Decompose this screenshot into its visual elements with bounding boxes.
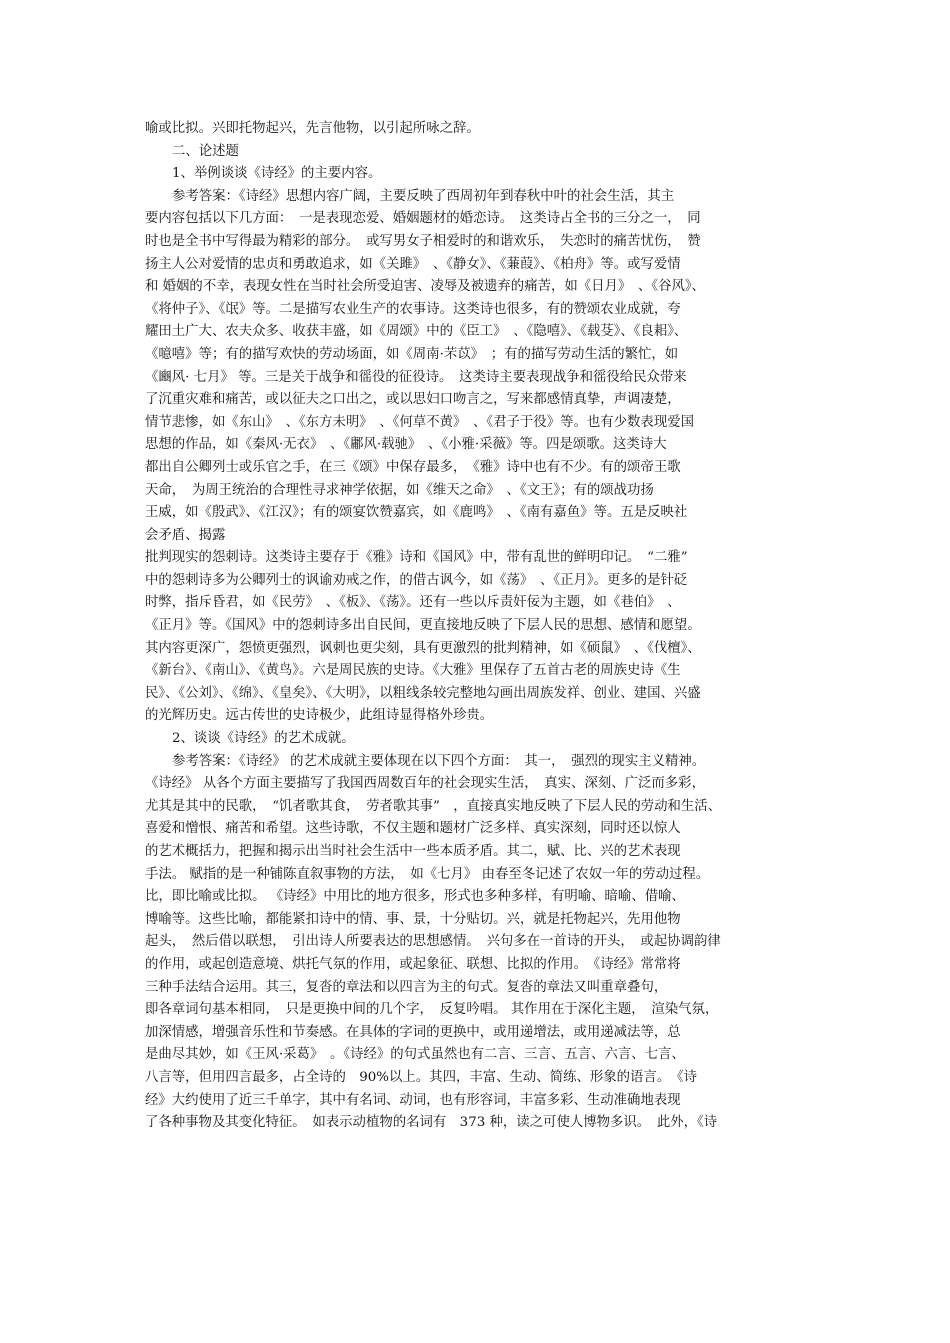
text-line: 1、举例谈谈《诗经》的主要内容。: [172, 166, 382, 182]
text-line: 喻或比拟。兴即托物起兴，先言他物，以引起所咏之辞。: [145, 121, 480, 136]
text-line: 手法。 赋指的是一种铺陈直叙事物的方法， 如《七月》 由春至冬记述了农奴一年的劳动过程。: [145, 866, 710, 882]
text-line: 《正月》等。《国风》中的怨刺诗多出自民间，更直接地反映了下层人民的思想、感情和愿望。: [145, 618, 701, 634]
text-line: 《将仲子》、《氓》等。二是描写农业生产的农事诗。这类诗也很多，有的赞颂农业成就，夸: [145, 301, 681, 317]
text-line: 参考答案：《诗经》 的艺术成就主要体现在以下四个方面： 其一， 强烈的现实主义精神。: [172, 753, 706, 769]
text-line: 会矛盾、揭露: [145, 527, 226, 543]
text-line: 了沉重灾难和痛苦，或以征夫之口出之，或以思妇口吻言之，写来都感情真挚，声调凄楚，: [145, 392, 681, 408]
text-line: 扬主人公对爱情的忠贞和勇敢追求，如《关雎》 、《静女》、《蒹葭》、《柏舟》等。或写爱情: [145, 256, 681, 272]
document-body: [145, 118, 835, 1135]
text-line: 和 婚姻的不幸，表现女性在当时社会所受迫害、凌辱及被遗弃的痛苦，如《日月》 、《谷风》、: [145, 279, 705, 295]
text-line: 的作用，或起创造意境、烘托气氛的作用，或起象征、联想、比拟的作用。 《诗经》常常将: [145, 956, 681, 972]
text-line: 喜爱和憎恨、痛苦和希望。这些诗歌，不仅主题和题材广泛多样、真实深刻，同时还以惊人: [145, 821, 681, 837]
text-line: 《诗经》 从各个方面主要描写了我国西周数百年的社会现实生活， 真实、深刻、广泛而多彩，: [145, 776, 705, 792]
text-line: 加深情感，增强音乐性和节奏感。在具体的字词的更换中，或用递增法，或用递减法等，总: [145, 1024, 681, 1040]
text-line: 二、论述题: [172, 143, 239, 159]
text-line: 《新台》、《南山》、《黄鸟》。六是周民族的史诗。《大雅》里保存了五首古老的周族史诗《生: [145, 663, 681, 679]
text-line: 2、谈谈《诗经》的艺术成就。: [172, 731, 355, 747]
text-line: 耀田土广大、农夫众多、收获丰盛，如《周颂》中的《臣工》 、《隐嘻》、《载芟》、《良耜》、: [145, 324, 688, 340]
text-line: 比，即比喻或比拟。 《诗经》中用比的地方很多，形式也多种多样，有明喻、暗喻、借喻、: [145, 889, 685, 905]
text-line: 起头， 然后借以联想， 引出诗人所要表达的思想感情。 兴句多在一首诗的开头， 或起协调韵律: [145, 934, 721, 950]
text-line: 都出自公卿列士或乐官之手，在三《颂》中保存最多， 《雅》诗中也有不少。有的颂帝王歌: [145, 459, 681, 475]
text-line: 天命， 为周王统治的合理性寻求神学依据，如《维天之命》 、《文王》；有的颂战功扬: [145, 482, 654, 498]
text-line: 时也是全书中写得最为精彩的部分。 或写男女子相爱时的和谐欢乐， 失恋时的痛苦忧伤， 赞: [145, 233, 701, 249]
text-line: 中的怨刺诗多为公卿列士的讽谕劝戒之作，的借古讽今，如《荡》 、《正月》。更多的是针砭: [145, 572, 688, 588]
text-line: 的光辉历史。远古传世的史诗极少，此组诗显得格外珍贵。: [145, 708, 494, 724]
text-line: 时弊，指斥昏君，如《民劳》 、《板》、《荡》。还有一些以斥责奸佞为主题，如《巷伯》 、: [145, 595, 681, 611]
text-line: 思想的作品，如《秦风·无衣》 、《鄘风·载驰》 、《小雅·采薇》等。四是颂歌。这类诗大: [145, 437, 667, 453]
text-line: 王威，如《殷武》、《江汉》；有的颂宴饮赞嘉宾，如《鹿鸣》 、《南有嘉鱼》等。五是反映社: [145, 505, 688, 521]
text-line: 情节悲惨，如《东山》 、《东方未明》 、《何草不黄》 、《君子于役》等。也有少数表现爱国: [145, 414, 694, 430]
text-line: 即各章词句基本相同， 只是更换中间的几个字， 反复吟唱。 其作用在于深化主题， 渲染气氛，: [145, 1002, 719, 1018]
text-line: 了各种事物及其变化特征。 如表示动植物的名词有 373 种，读之可使人博物多识。 此外，《诗: [145, 1115, 718, 1131]
text-line: 《豳风· 七月》 等。三是关于战争和徭役的征役诗。 这类诗主要表现战争和徭役给民众带来: [145, 369, 687, 385]
text-line: 民》、《公刘》、《绵》、《皇矣》、《大明》，以粗线条较完整地勾画出周族发祥、创业、建国、兴盛: [145, 685, 701, 701]
text-line: 批判现实的怨刺诗。这类诗主要存于《雅》诗和《国风》中，带有乱世的鲜明印记。 “二雅”: [145, 550, 688, 566]
text-line: 《噫嘻》等；有的描写欢快的劳动场面，如《周南·芣苡》 ；有的描写劳动生活的繁忙，如: [145, 346, 679, 362]
text-line: 是曲尽其妙，如《王风·采葛》 。《诗经》的句式虽然也有二言、三言、五言、六言、七言、: [145, 1047, 685, 1063]
text-line: 博喻等。这些比喻，都能紧扣诗中的情、事、景，十分贴切。兴，就是托物起兴，先用他物: [145, 911, 681, 927]
text-line: 八言等，但用四言最多，占全诗的 90%以上。其四，丰富、生动、简练、形象的语言。 《诗: [145, 1069, 697, 1085]
text-line: 参考答案：《诗经》思想内容广阔，主要反映了西周初年到春秋中叶的社会生活，其主: [172, 188, 675, 204]
text-line: 的艺术概括力，把握和揭示出当时社会生活中一些本质矛盾。其二，赋、比、兴的艺术表现: [145, 844, 681, 859]
text-line: 要内容包括以下几方面： 一是表现恋爱、婚姻题材的婚恋诗。 这类诗占全书的三分之一， 同: [145, 211, 701, 227]
text-line: 三种手法结合运用。其三，复沓的章法和以四言为主的句式。复沓的章法又叫重章叠句，: [145, 979, 668, 995]
text-line: 尤其是其中的民歌， “饥者歌其食， 劳者歌其事” ，直接真实地反映了下层人民的劳动和生活、: [145, 798, 722, 814]
text-line: 其内容更深广，怨愤更强烈，讽刺也更尖刻，具有更激烈的批判精神，如《硕鼠》 、《伐檀》、: [145, 640, 701, 656]
text-line: 经》大约使用了近三千单字，其中有名词、动词，也有形容词，丰富多彩、生动准确地表现: [145, 1092, 681, 1108]
